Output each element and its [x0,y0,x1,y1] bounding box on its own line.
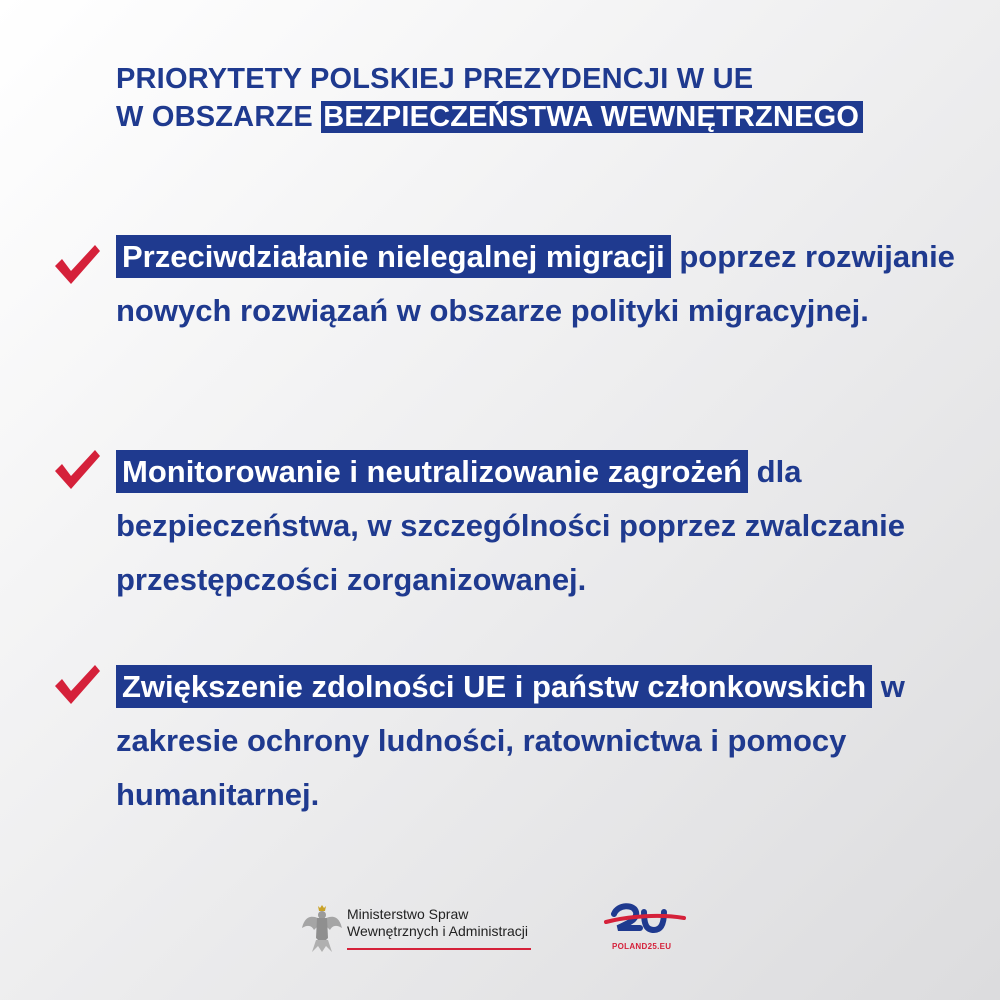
priority-highlight: Zwiększenie zdolności UE i państw członkowskich [116,665,872,708]
priority-text [116,445,986,607]
priority-text [116,660,986,822]
priority-text [116,230,986,338]
priority-highlight: Przeciwdziałanie nielegalnej migracji [116,235,671,278]
ministry-underline [347,948,531,950]
checkmark-icon [52,242,102,288]
title-highlight: BEZPIECZEŃSTWA WEWNĘTRZNEGO [321,101,863,133]
checkmark-icon [52,662,102,708]
title-line-2 [116,98,976,136]
priority-description: dla bezpieczeństwa, w szczególności poprzez zwalczanie przestępczości zorganizowanej. [116,454,906,597]
title-prefix: W OBSZARZE [116,101,322,133]
presidency-logo-icon [600,902,690,942]
footer [0,900,1000,970]
priority-description: w zakresie ochrony ludności, ratownictwa i pomocy humanitarnej. [116,669,905,812]
priority-description: poprzez rozwijanie nowych rozwiązań w obszarze polityki migracyjnej. [116,239,955,328]
title-line-1: PRIORYTETY POLSKIEJ PREZYDENCJI W UE [116,63,754,95]
priority-highlight: Monitorowanie i neutralizowanie zagrożeń [116,450,748,493]
checkmark-icon [52,447,102,493]
presidency-caption: POLAND25.EU [612,942,672,951]
ministry-line-1: Ministerstwo Spraw [347,906,469,922]
polish-eagle-icon [300,904,344,954]
ministry-name [347,906,528,940]
ministry-line-2: Wewnętrznych i Administracji [347,923,529,939]
page-title [116,60,976,136]
